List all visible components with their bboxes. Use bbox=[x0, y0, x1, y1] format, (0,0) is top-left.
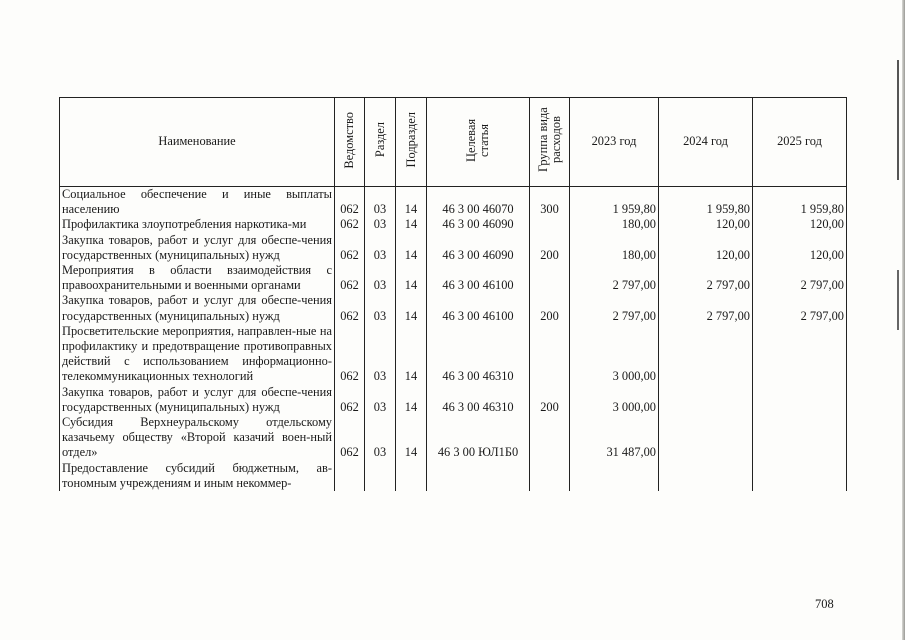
row-2025: 2 797,00 bbox=[753, 263, 847, 293]
row-group: 200 bbox=[530, 385, 570, 415]
row-2025: 1 959,80 bbox=[753, 187, 847, 218]
row-2025 bbox=[753, 415, 847, 461]
row-section: 03 bbox=[365, 293, 396, 323]
row-name: Субсидия Верхнеуральскому отдельскому казачьему обществу «Второй казачий воен-ный отдел» bbox=[60, 415, 335, 461]
table-row bbox=[60, 415, 847, 461]
row-2023: 1 959,80 bbox=[570, 187, 659, 218]
row-2025 bbox=[753, 324, 847, 385]
row-2025: 2 797,00 bbox=[753, 293, 847, 323]
row-name: Закупка товаров, работ и услуг для обеспе-чения государственных (муниципальных) нужд bbox=[60, 233, 335, 263]
row-dept: 062 bbox=[335, 263, 365, 293]
row-name: Профилактика злоупотребления наркотика-ми bbox=[60, 217, 335, 232]
row-section bbox=[365, 461, 396, 491]
row-section: 03 bbox=[365, 324, 396, 385]
row-target: 46 3 00 46070 bbox=[427, 187, 530, 218]
row-target: 46 3 00 46310 bbox=[427, 324, 530, 385]
row-dept: 062 bbox=[335, 233, 365, 263]
header-dept: Ведомство bbox=[335, 98, 365, 187]
row-2024 bbox=[659, 324, 753, 385]
row-section: 03 bbox=[365, 217, 396, 232]
page-number: 708 bbox=[815, 597, 834, 611]
scan-mark bbox=[897, 270, 899, 330]
row-dept: 062 bbox=[335, 187, 365, 218]
row-2025 bbox=[753, 385, 847, 415]
row-subsection: 14 bbox=[396, 263, 427, 293]
row-2024 bbox=[659, 415, 753, 461]
row-target: 46 3 00 46310 bbox=[427, 385, 530, 415]
row-2025: 120,00 bbox=[753, 217, 847, 232]
table-row bbox=[60, 385, 847, 415]
row-2023 bbox=[570, 461, 659, 491]
row-subsection: 14 bbox=[396, 385, 427, 415]
header-row bbox=[60, 98, 847, 187]
row-2025 bbox=[753, 461, 847, 491]
row-name: Просветительские мероприятия, направлен-ные на профилактику и предотвращение противоправных действий с использованием информационно-телекоммуникационных технологий bbox=[60, 324, 335, 385]
row-2025: 120,00 bbox=[753, 233, 847, 263]
row-group bbox=[530, 415, 570, 461]
row-group: 300 bbox=[530, 187, 570, 218]
table-row bbox=[60, 187, 847, 218]
table-row bbox=[60, 324, 847, 385]
row-2024: 120,00 bbox=[659, 217, 753, 232]
row-section: 03 bbox=[365, 385, 396, 415]
row-2023: 3 000,00 bbox=[570, 324, 659, 385]
row-group bbox=[530, 263, 570, 293]
row-group: 200 bbox=[530, 293, 570, 323]
row-2023: 180,00 bbox=[570, 233, 659, 263]
row-group bbox=[530, 217, 570, 232]
row-target bbox=[427, 461, 530, 491]
row-subsection: 14 bbox=[396, 187, 427, 218]
table-row bbox=[60, 233, 847, 263]
row-section: 03 bbox=[365, 263, 396, 293]
header-group: Группа вида расходов bbox=[530, 98, 570, 187]
row-dept bbox=[335, 461, 365, 491]
table-row bbox=[60, 217, 847, 232]
table-row bbox=[60, 263, 847, 293]
table-row bbox=[60, 293, 847, 323]
row-target: 46 3 00 46090 bbox=[427, 233, 530, 263]
row-target: 46 3 00 46090 bbox=[427, 217, 530, 232]
row-dept: 062 bbox=[335, 217, 365, 232]
row-2023: 2 797,00 bbox=[570, 293, 659, 323]
header-section: Раздел bbox=[365, 98, 396, 187]
header-2025: 2025 год bbox=[753, 98, 847, 187]
row-2024: 2 797,00 bbox=[659, 293, 753, 323]
row-2023: 180,00 bbox=[570, 217, 659, 232]
header-target: Целевая статья bbox=[427, 98, 530, 187]
row-dept: 062 bbox=[335, 293, 365, 323]
row-subsection: 14 bbox=[396, 233, 427, 263]
table-row bbox=[60, 461, 847, 491]
budget-table bbox=[59, 97, 847, 491]
row-name: Предоставление субсидий бюджетным, ав-тономным учреждениям и иным некоммер- bbox=[60, 461, 335, 491]
row-section: 03 bbox=[365, 187, 396, 218]
row-dept: 062 bbox=[335, 385, 365, 415]
header-2024: 2024 год bbox=[659, 98, 753, 187]
row-target: 46 3 00 ЮЛ1Б0 bbox=[427, 415, 530, 461]
row-2023: 3 000,00 bbox=[570, 385, 659, 415]
row-section: 03 bbox=[365, 233, 396, 263]
row-subsection: 14 bbox=[396, 324, 427, 385]
row-target: 46 3 00 46100 bbox=[427, 263, 530, 293]
scan-mark bbox=[897, 60, 899, 180]
row-group bbox=[530, 461, 570, 491]
row-name: Закупка товаров, работ и услуг для обеспе-чения государственных (муниципальных) нужд bbox=[60, 385, 335, 415]
row-name: Закупка товаров, работ и услуг для обеспе-чения государственных (муниципальных) нужд bbox=[60, 293, 335, 323]
header-2023: 2023 год bbox=[570, 98, 659, 187]
row-dept: 062 bbox=[335, 415, 365, 461]
row-target: 46 3 00 46100 bbox=[427, 293, 530, 323]
row-name: Социальное обеспечение и иные выплаты населению bbox=[60, 187, 335, 218]
row-dept: 062 bbox=[335, 324, 365, 385]
row-subsection bbox=[396, 461, 427, 491]
row-group bbox=[530, 324, 570, 385]
row-2024: 1 959,80 bbox=[659, 187, 753, 218]
row-2024 bbox=[659, 461, 753, 491]
header-subsection: Подраздел bbox=[396, 98, 427, 187]
row-subsection: 14 bbox=[396, 293, 427, 323]
row-group: 200 bbox=[530, 233, 570, 263]
row-2024 bbox=[659, 385, 753, 415]
row-subsection: 14 bbox=[396, 217, 427, 232]
row-section: 03 bbox=[365, 415, 396, 461]
row-2023: 31 487,00 bbox=[570, 415, 659, 461]
row-2024: 120,00 bbox=[659, 233, 753, 263]
row-name: Мероприятия в области взаимодействия с правоохранительными и военными органами bbox=[60, 263, 335, 293]
row-subsection: 14 bbox=[396, 415, 427, 461]
row-2023: 2 797,00 bbox=[570, 263, 659, 293]
row-2024: 2 797,00 bbox=[659, 263, 753, 293]
header-name: Наименование bbox=[60, 98, 335, 187]
